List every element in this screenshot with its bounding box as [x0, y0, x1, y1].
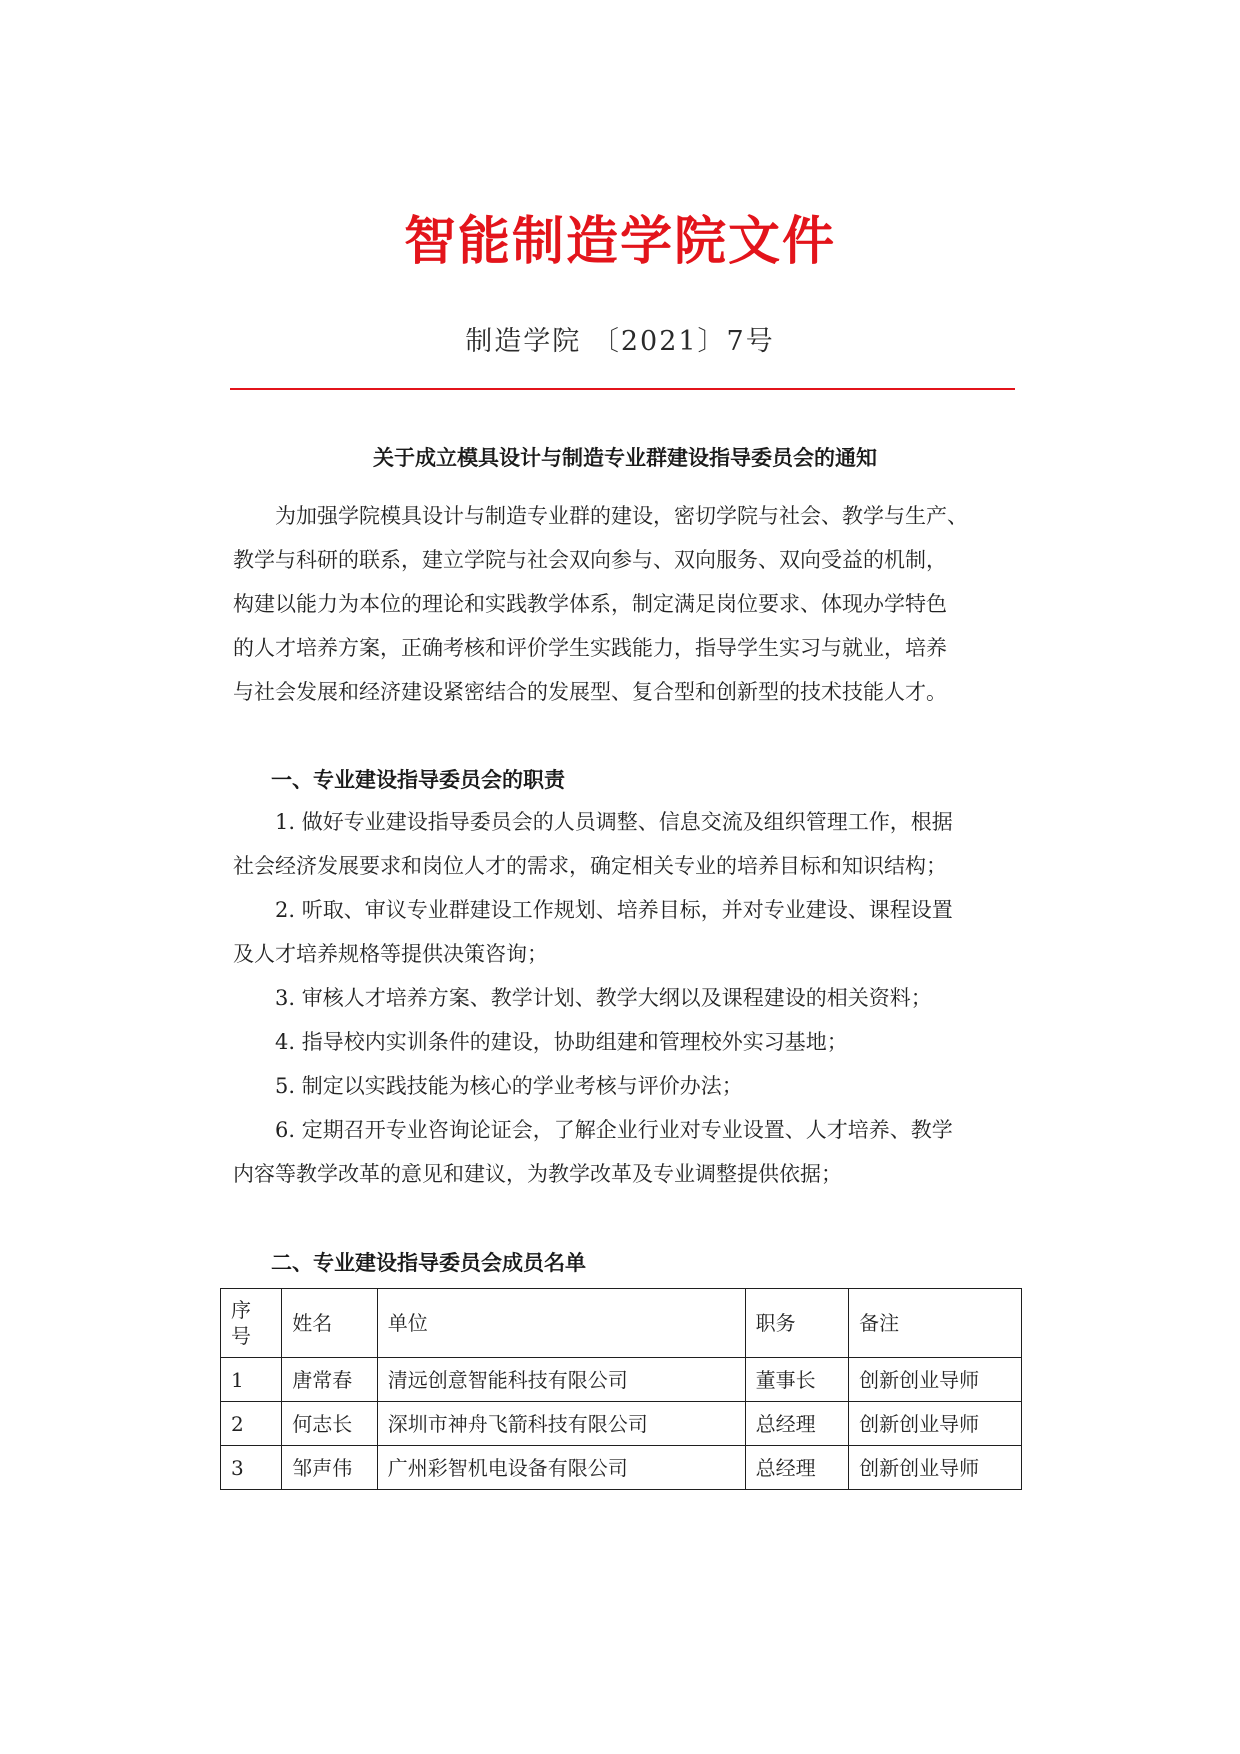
cell-name: 何志长 [282, 1402, 377, 1446]
intro-line: 为加强学院模具设计与制造专业群的建设，密切学院与社会、教学与生产、 [275, 504, 968, 528]
intro-line: 的人才培养方案，正确考核和评价学生实践能力，指导学生实习与就业，培养 [233, 636, 947, 660]
header-cell-note: 备注 [849, 1289, 1022, 1358]
section-heading-duties: 一、专业建设指导委员会的职责 [271, 768, 565, 792]
cell-note: 创新创业导师 [849, 1402, 1022, 1446]
header-cell-org: 单位 [377, 1289, 745, 1358]
duty-item: 3. 审核人才培养方案、教学计划、教学大纲以及课程建设的相关资料； [275, 986, 932, 1010]
member-table [220, 1288, 1022, 1490]
intro-paragraph [233, 494, 1033, 714]
duty-item-continuation: 内容等教学改革的意见和建议，为教学改革及专业调整提供依据； [233, 1162, 842, 1186]
duty-item: 5. 制定以实践技能为核心的学业考核与评价办法； [275, 1074, 743, 1098]
intro-line: 构建以能力为本位的理论和实践教学体系，制定满足岗位要求、体现办学特色 [233, 592, 947, 616]
cell-position: 董事长 [745, 1358, 849, 1402]
duty-item: 1. 做好专业建设指导委员会的人员调整、信息交流及组织管理工作，根据 [275, 810, 953, 834]
cell-no: 2 [221, 1402, 282, 1446]
table-row [221, 1446, 1022, 1490]
cell-name: 邹声伟 [282, 1446, 377, 1490]
cell-org: 深圳市神舟飞箭科技有限公司 [377, 1402, 745, 1446]
duty-item: 2. 听取、审议专业群建设工作规划、培养目标，并对专业建设、课程设置 [275, 898, 953, 922]
duty-item-continuation: 及人才培养规格等提供决策咨询； [233, 942, 548, 966]
cell-position: 总经理 [745, 1446, 849, 1490]
document-number: 制造学院 〔2021〕7号 [465, 326, 775, 357]
cell-position: 总经理 [745, 1402, 849, 1446]
header-cell-no [221, 1289, 282, 1358]
cell-no: 3 [221, 1446, 282, 1490]
cell-org: 广州彩智机电设备有限公司 [377, 1446, 745, 1490]
header-divider [230, 388, 1015, 390]
duty-item-continuation: 社会经济发展要求和岗位人才的需求，确定相关专业的培养目标和知识结构； [233, 854, 947, 878]
cell-no: 1 [221, 1358, 282, 1402]
cell-note: 创新创业导师 [849, 1446, 1022, 1490]
table-row [221, 1402, 1022, 1446]
cell-org: 清远创意智能科技有限公司 [377, 1358, 745, 1402]
intro-line: 与社会发展和经济建设紧密结合的发展型、复合型和创新型的技术技能人才。 [233, 680, 947, 704]
document-header-title: 智能制造学院文件 [403, 212, 836, 272]
cell-name: 唐常春 [282, 1358, 377, 1402]
header-cell-name: 姓名 [282, 1289, 377, 1358]
header-no-line1: 序 [231, 1298, 251, 1322]
duty-item: 4. 指导校内实训条件的建设，协助组建和管理校外实习基地； [275, 1030, 848, 1054]
cell-note: 创新创业导师 [849, 1358, 1022, 1402]
table-header-row [221, 1289, 1022, 1358]
duties-list [233, 800, 1033, 1196]
notice-title: 关于成立模具设计与制造专业群建设指导委员会的通知 [373, 446, 877, 470]
header-cell-position: 职务 [745, 1289, 849, 1358]
section-heading-members: 二、专业建设指导委员会成员名单 [271, 1251, 586, 1275]
table-row [221, 1358, 1022, 1402]
intro-line: 教学与科研的联系，建立学院与社会双向参与、双向服务、双向受益的机制， [233, 548, 947, 572]
duty-item: 6. 定期召开专业咨询论证会，了解企业行业对专业设置、人才培养、教学 [275, 1118, 953, 1142]
header-no-line2: 号 [231, 1324, 251, 1348]
